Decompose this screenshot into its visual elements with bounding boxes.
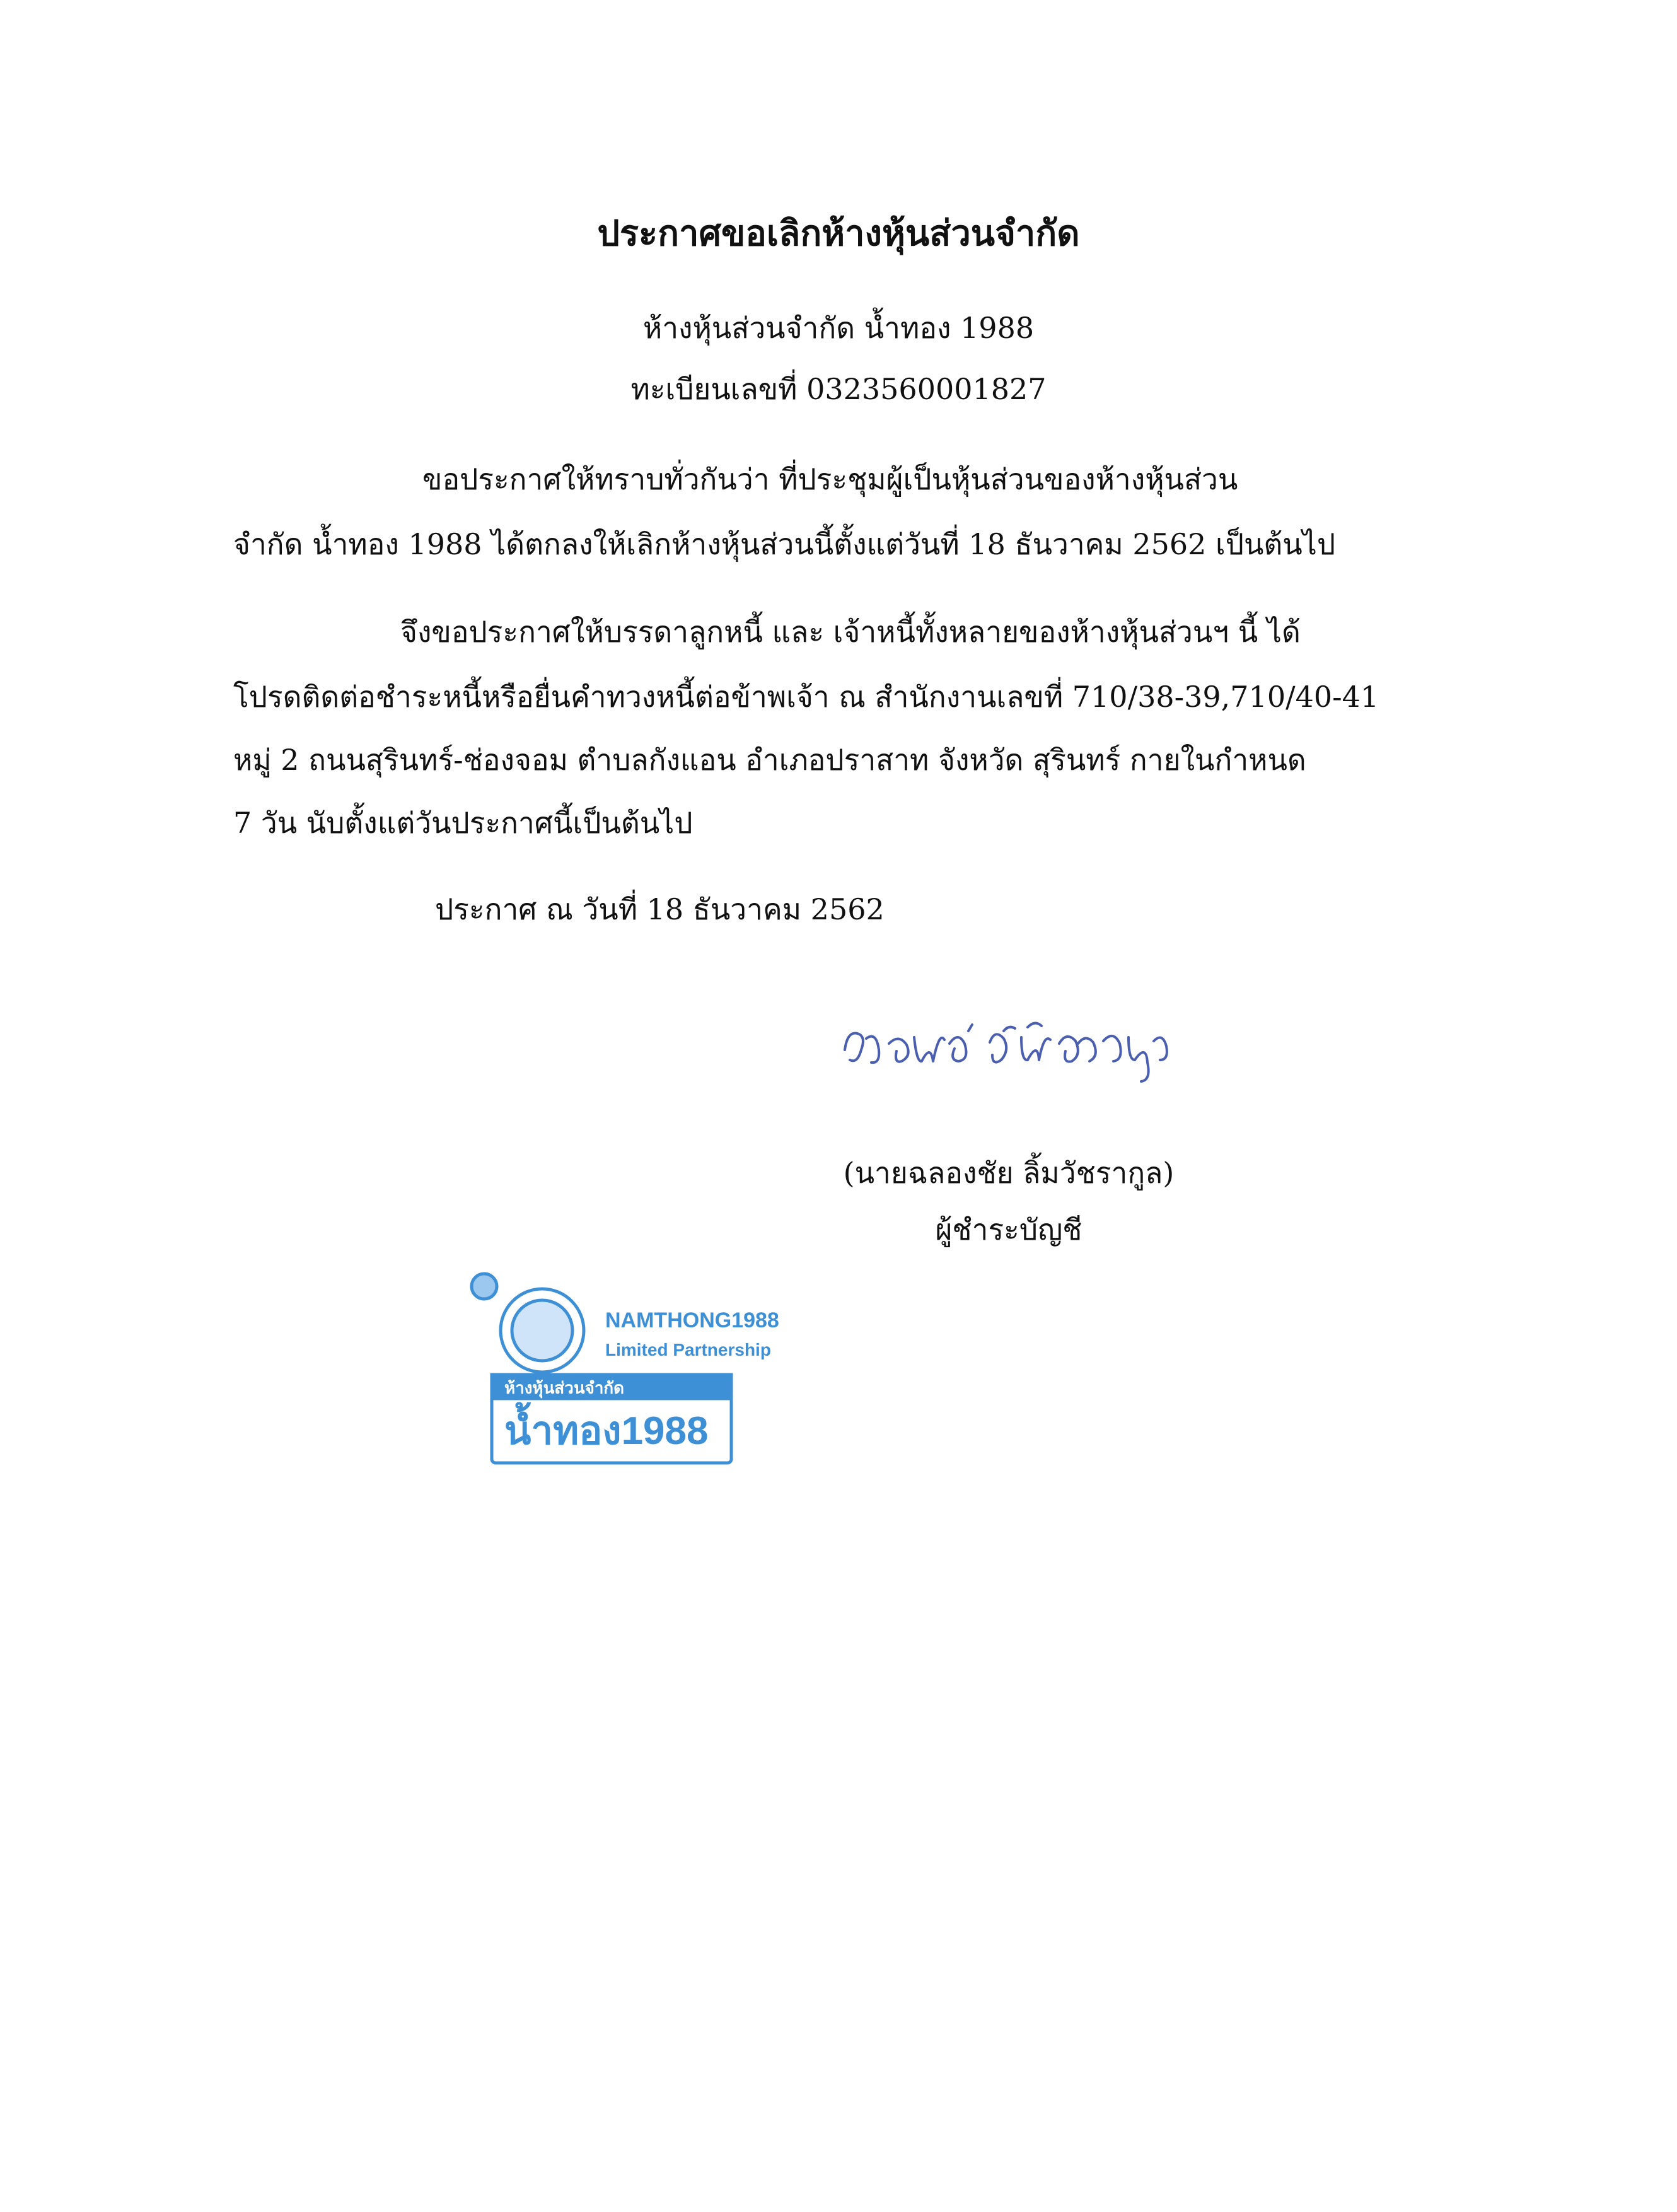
svg-text:Limited Partnership: Limited Partnership	[605, 1340, 771, 1359]
svg-text:NAMTHONG1988: NAMTHONG1988	[605, 1308, 779, 1332]
paragraph-2-line-1: จึงขอประกาศให้บรรดาลูกหนี้ และ เจ้าหนี้ทั้งหลายของห้างหุ้นส่วนฯ นี้ ได้	[400, 615, 1301, 649]
registration-number: ทะเบียนเลขที่ 0323560001827	[630, 372, 1047, 406]
paragraph-1-line-2: จำกัด น้ำทอง 1988 ได้ตกลงให้เลิกห้างหุ้นส่วนนี้ตั้งแต่วันที่ 18 ธันวาคม 2562 เป็นต้นไป	[233, 527, 1336, 561]
document-title: ประกาศขอเลิกห้างหุ้นส่วนจำกัด	[597, 212, 1080, 254]
svg-text:ห้างหุ้นส่วนจำกัด: ห้างหุ้นส่วนจำกัด	[504, 1378, 625, 1397]
svg-text:น้ำทอง1988: น้ำทอง1988	[504, 1409, 709, 1453]
signatory-name: (นายฉลองชัย ลิ้มวัชรากูล)	[843, 1156, 1175, 1190]
company-name: ห้างหุ้นส่วนจำกัด น้ำทอง 1988	[642, 311, 1035, 345]
paragraph-2-line-2: โปรดติดต่อชำระหนี้หรือยื่นคำทวงหนี้ต่อข้าพเจ้า ณ สำนักงานเลขที่ 710/38-39,710/40-41	[233, 680, 1379, 714]
announcement-date: ประกาศ ณ วันที่ 18 ธันวาคม 2562	[435, 892, 885, 926]
paragraph-2-line-3: หมู่ 2 ถนนสุรินทร์-ช่องจอม ตำบลกังแอน อำเภอปราสาท จังหวัด สุรินทร์ กายในกำหนด	[233, 743, 1306, 777]
paragraph-1-line-1: ขอประกาศให้ทราบทั่วกันว่า ที่ประชุมผู้เป็นหุ้นส่วนของห้างหุ้นส่วน	[422, 462, 1238, 496]
paragraph-2-line-4: 7 วัน นับตั้งแต่วันประกาศนี้เป็นต้นไป	[233, 806, 693, 840]
company-stamp	[467, 1267, 779, 1469]
handwritten-signature	[838, 1006, 1192, 1094]
signatory-role: ผู้ชำระบัญชี	[935, 1213, 1082, 1247]
